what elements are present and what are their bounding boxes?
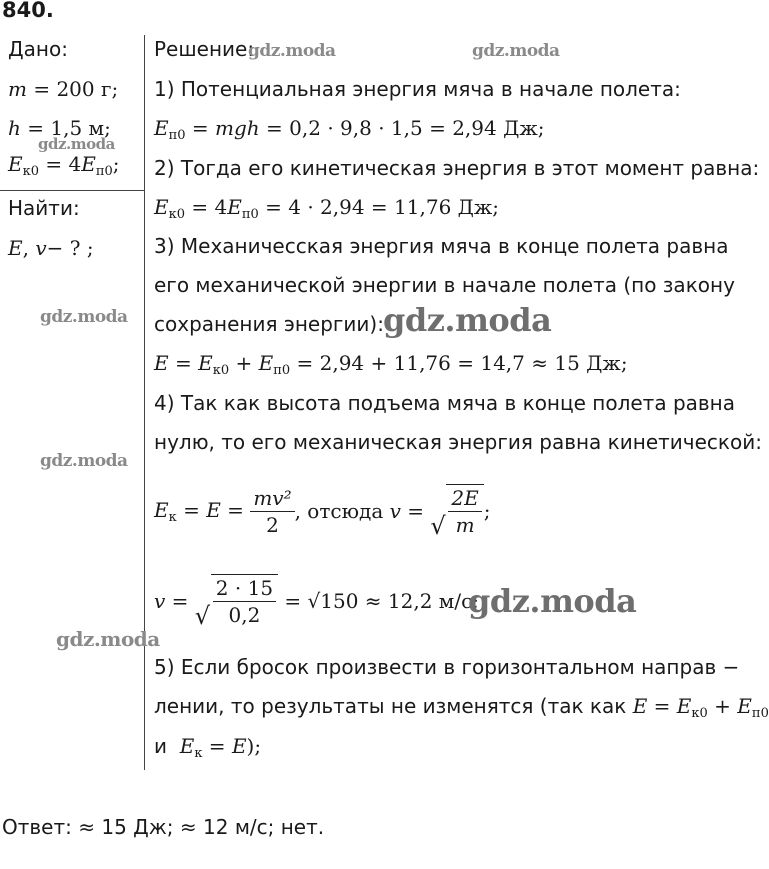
step-3-line-1: 3) Механичесская энергия мяча в конце полета равна xyxy=(154,234,729,258)
step-4-line-1: 4) Так как высота подъема мяча в конце полета равна xyxy=(154,391,736,415)
watermark-text: gdz.moda xyxy=(40,451,128,471)
problem-number: 840. xyxy=(2,0,54,22)
formula-potential: $E_{п0}$ = mgh = 0,2 · 9,8 · 1,5 = 2,94 Дж; xyxy=(154,116,545,143)
watermark-text: gdz.moda xyxy=(248,41,336,61)
given-energy-ratio: $E_{к0} = 4E_{п0}$; xyxy=(8,152,120,179)
step-4-line-2: нулю, то его механическая энергия равна кинетической: xyxy=(154,430,762,454)
step-2: 2) Тогда его кинетическая энергия в этот момент равна: xyxy=(154,156,760,180)
find-header: Найти: xyxy=(8,196,80,220)
given-divider xyxy=(0,190,145,191)
watermark-text: gdz.moda xyxy=(383,301,552,339)
watermark-text: gdz.moda xyxy=(472,41,560,61)
step-3-line-2: его механической энергии в начале полета (по закону xyxy=(154,273,735,297)
column-divider xyxy=(144,35,145,770)
solution-header: Решение: xyxy=(154,37,255,61)
formula-total-energy: $E = E_{к0} + E_{п0} = 2,94 + 11,76 = 14,7 \approx 15$ Дж; xyxy=(154,351,628,378)
step-1: 1) Потенциальная энергия мяча в начале полета: xyxy=(154,77,681,101)
sqrt-speed-value: √ $\frac{2 \cdot 15}{0,2}$ xyxy=(195,574,278,628)
watermark-text: gdz.moda xyxy=(40,307,128,327)
watermark-text: gdz.moda xyxy=(468,582,637,620)
answer: Ответ: ≈ 15 Дж; ≈ 12 м/с; нет. xyxy=(2,815,325,839)
watermark-text: gdz.moda xyxy=(56,627,160,651)
step-3-line-3: сохранения энергии): xyxy=(154,312,384,336)
formula-speed-derivation: $E_к = E$ = $\frac{\text{mv²}}{2}$ , отсюда v = √ $\frac{2E}{m}$ ; xyxy=(154,485,491,540)
watermark-text: gdz.moda xyxy=(38,135,115,153)
step-5-line-1: 5) Если бросок произвести в горизонтальном направ − xyxy=(154,655,740,679)
given-mass: m = 200 г; xyxy=(8,77,119,101)
formula-kinetic: $E_{к0} = 4E_{п0} = 4 \cdot 2,94 = 11,76$ Дж; xyxy=(154,195,500,222)
step-5-line-3: и $E_к = E$); xyxy=(154,734,262,761)
given-height: h = 1,5 м; xyxy=(8,116,111,140)
fraction-kinetic: $\frac{\text{mv²}}{2}$ xyxy=(250,485,294,538)
step-5-line-2: лении, то результаты не изменятся (так как $E = E_{к0} + E_{п0}$ xyxy=(154,694,769,721)
given-header: Дано: xyxy=(8,37,68,61)
formula-speed-value: v = √ $\frac{2 \cdot 15}{0,2}$ = √150 ≈ 12,2 м/с; xyxy=(154,576,480,630)
sqrt-speed-formula: √ $\frac{2E}{m}$ xyxy=(430,484,483,538)
find-values: E, v− ? ; xyxy=(8,236,94,260)
